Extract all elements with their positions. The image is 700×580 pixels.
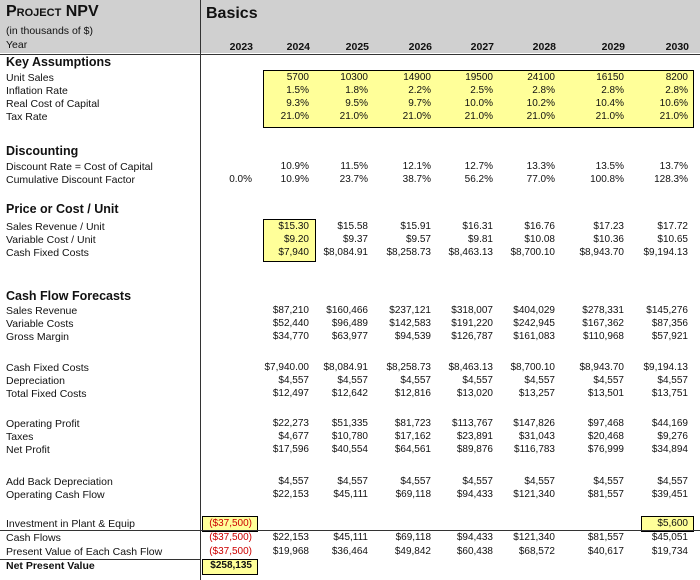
cell-net-profit-2030[interactable]: $34,894 (651, 444, 688, 455)
cell-operating-cash-flow-2028[interactable]: $121,340 (513, 489, 555, 500)
cell-variable-cost-unit-2028[interactable]: $10.08 (524, 234, 555, 245)
cell-operating-profit-2026[interactable]: $81,723 (394, 418, 431, 429)
year-header-2023[interactable]: 2023 (229, 41, 253, 53)
cell-variable-cost-unit-2027[interactable]: $9.81 (467, 234, 493, 245)
cell-operating-profit-2024[interactable]: $22,273 (272, 418, 309, 429)
cell-total-fixed-costs-2030[interactable]: $13,751 (651, 388, 688, 399)
cell-unit-sales-2027[interactable]: 19500 (465, 72, 493, 83)
row-label-present-value-of-each-cash-flow[interactable]: Present Value of Each Cash Flow (6, 546, 163, 558)
cell-cumulative-discount-factor-2030[interactable]: 128.3% (654, 174, 688, 185)
cell-cash-fixed-costs-2030[interactable]: $9,194.13 (643, 362, 688, 373)
cell-net-present-value-2023[interactable]: $258,135 (210, 560, 252, 571)
cell-investment-in-plant-equip-2023[interactable]: ($37,500) (209, 518, 252, 529)
cell-operating-cash-flow-2029[interactable]: $81,557 (587, 489, 624, 500)
cell-present-value-of-each-cash-flow-2028[interactable]: $68,572 (518, 546, 555, 557)
row-label-cash-flows[interactable]: Cash Flows (6, 532, 61, 544)
cell-cash-fixed-costs-2030[interactable]: $9,194.13 (643, 247, 688, 258)
cell-operating-cash-flow-2025[interactable]: $45,111 (333, 489, 368, 500)
year-header-2024[interactable]: 2024 (286, 41, 310, 53)
row-label-taxes[interactable]: Taxes (6, 431, 34, 443)
cell-depreciation-2027[interactable]: $4,557 (462, 375, 493, 386)
cell-sales-revenue-unit-2028[interactable]: $16.76 (524, 221, 555, 232)
cell-net-profit-2024[interactable]: $17,596 (272, 444, 309, 455)
cell-cash-flows-2029[interactable]: $81,557 (587, 532, 624, 543)
cell-unit-sales-2029[interactable]: 16150 (596, 72, 624, 83)
cell-discount-rate-cost-of-capital-2029[interactable]: 13.5% (595, 161, 624, 172)
cell-add-back-depreciation-2029[interactable]: $4,557 (593, 476, 624, 487)
cell-unit-sales-2025[interactable]: 10300 (340, 72, 368, 83)
cell-real-cost-of-capital-2028[interactable]: 10.2% (526, 98, 555, 109)
cell-operating-profit-2030[interactable]: $44,169 (651, 418, 688, 429)
row-label-variable-cost-unit[interactable]: Variable Cost / Unit (6, 234, 96, 246)
row-label-net-profit[interactable]: Net Profit (6, 444, 50, 456)
cell-discount-rate-cost-of-capital-2024[interactable]: 10.9% (280, 161, 309, 172)
cell-present-value-of-each-cash-flow-2024[interactable]: $19,968 (272, 546, 309, 557)
cell-cash-fixed-costs-2029[interactable]: $8,943.70 (579, 362, 624, 373)
section-cash-flow[interactable]: Cash Flow Forecasts (6, 289, 132, 303)
cell-present-value-of-each-cash-flow-2030[interactable]: $19,734 (651, 546, 688, 557)
cell-cash-fixed-costs-2027[interactable]: $8,463.13 (448, 362, 493, 373)
row-divider (0, 530, 700, 531)
cell-total-fixed-costs-2024[interactable]: $12,497 (272, 388, 309, 399)
row-label-variable-costs[interactable]: Variable Costs (6, 318, 74, 330)
cell-discount-rate-cost-of-capital-2027[interactable]: 12.7% (464, 161, 493, 172)
cell-cumulative-discount-factor-2023[interactable]: 0.0% (229, 174, 252, 185)
cell-discount-rate-cost-of-capital-2030[interactable]: 13.7% (659, 161, 688, 172)
cell-gross-margin-2025[interactable]: $63,977 (331, 331, 368, 342)
row-label-cash-fixed-costs[interactable]: Cash Fixed Costs (6, 247, 89, 259)
row-label-unit-sales[interactable]: Unit Sales (6, 72, 54, 84)
cell-operating-cash-flow-2027[interactable]: $94,433 (456, 489, 493, 500)
cell-gross-margin-2026[interactable]: $94,539 (394, 331, 431, 342)
row-label-depreciation[interactable]: Depreciation (6, 375, 65, 387)
cell-operating-profit-2027[interactable]: $113,767 (452, 418, 493, 429)
cell-operating-cash-flow-2024[interactable]: $22,153 (272, 489, 309, 500)
cell-operating-profit-2029[interactable]: $97,468 (587, 418, 624, 429)
cell-net-profit-2025[interactable]: $40,554 (331, 444, 368, 455)
year-header-2025[interactable]: 2025 (345, 41, 369, 53)
cell-total-fixed-costs-2025[interactable]: $12,642 (331, 388, 368, 399)
cell-discount-rate-cost-of-capital-2026[interactable]: 12.1% (402, 161, 431, 172)
cell-real-cost-of-capital-2025[interactable]: 9.5% (345, 98, 368, 109)
column-divider (200, 0, 201, 580)
cell-cash-flows-2025[interactable]: $45,111 (333, 532, 368, 543)
cell-variable-costs-2024[interactable]: $52,440 (272, 318, 309, 329)
cell-sales-revenue-2025[interactable]: $160,466 (326, 305, 368, 316)
cell-inflation-rate-2030[interactable]: 2.8% (665, 85, 688, 96)
cell-operating-profit-2025[interactable]: $51,335 (331, 418, 368, 429)
cell-sales-revenue-2029[interactable]: $278,331 (582, 305, 624, 316)
cell-cash-fixed-costs-2024[interactable]: $7,940.00 (264, 362, 309, 373)
cell-depreciation-2026[interactable]: $4,557 (400, 375, 431, 386)
section-discounting[interactable]: Discounting (6, 144, 79, 158)
year-header-2027[interactable]: 2027 (470, 41, 494, 53)
row-label-inflation-rate[interactable]: Inflation Rate (6, 85, 68, 97)
sheet-title[interactable]: Project NPV (6, 3, 99, 20)
cell-add-back-depreciation-2025[interactable]: $4,557 (337, 476, 368, 487)
cell-variable-costs-2029[interactable]: $167,362 (582, 318, 624, 329)
cell-cash-fixed-costs-2024[interactable]: $7,940 (278, 247, 309, 258)
row-label-add-back-depreciation[interactable]: Add Back Depreciation (6, 476, 113, 488)
cell-net-profit-2028[interactable]: $116,783 (514, 444, 555, 455)
cell-sales-revenue-unit-2026[interactable]: $15.91 (400, 221, 431, 232)
cell-taxes-2026[interactable]: $17,162 (394, 431, 431, 442)
cell-present-value-of-each-cash-flow-2025[interactable]: $36,464 (331, 546, 368, 557)
cell-total-fixed-costs-2028[interactable]: $13,257 (518, 388, 555, 399)
row-label-real-cost-of-capital[interactable]: Real Cost of Capital (6, 98, 100, 110)
section-key-assumptions[interactable]: Key Assumptions (6, 55, 112, 69)
cell-sales-revenue-2024[interactable]: $87,210 (272, 305, 309, 316)
cell-sales-revenue-2027[interactable]: $318,007 (451, 305, 493, 316)
cell-inflation-rate-2027[interactable]: 2.5% (470, 85, 493, 96)
cell-add-back-depreciation-2024[interactable]: $4,557 (278, 476, 309, 487)
cell-variable-cost-unit-2026[interactable]: $9.57 (405, 234, 431, 245)
cell-tax-rate-2025[interactable]: 21.0% (339, 111, 368, 122)
cell-cash-flows-2027[interactable]: $94,433 (456, 532, 493, 543)
cell-taxes-2027[interactable]: $23,891 (456, 431, 493, 442)
cell-add-back-depreciation-2026[interactable]: $4,557 (400, 476, 431, 487)
cell-inflation-rate-2025[interactable]: 1.8% (345, 85, 368, 96)
cell-investment-in-plant-equip-2030[interactable]: $5,600 (657, 518, 688, 529)
year-header-2030[interactable]: 2030 (665, 41, 689, 53)
cell-sales-revenue-unit-2030[interactable]: $17.72 (657, 221, 688, 232)
cell-unit-sales-2024[interactable]: 5700 (286, 72, 309, 83)
units-note[interactable]: (in thousands of $) (6, 25, 93, 37)
cell-unit-sales-2026[interactable]: 14900 (403, 72, 431, 83)
cell-variable-costs-2028[interactable]: $242,945 (513, 318, 555, 329)
cell-variable-cost-unit-2024[interactable]: $9.20 (283, 234, 309, 245)
cell-depreciation-2029[interactable]: $4,557 (593, 375, 624, 386)
cell-present-value-of-each-cash-flow-2026[interactable]: $49,842 (394, 546, 431, 557)
cell-cash-fixed-costs-2027[interactable]: $8,463.13 (448, 247, 493, 258)
row-label-total-fixed-costs[interactable]: Total Fixed Costs (6, 388, 87, 400)
row-label-gross-margin[interactable]: Gross Margin (6, 331, 70, 343)
cell-total-fixed-costs-2026[interactable]: $12,816 (394, 388, 431, 399)
row-label-net-present-value[interactable]: Net Present Value (6, 560, 95, 572)
cell-total-fixed-costs-2027[interactable]: $13,020 (456, 388, 493, 399)
cell-tax-rate-2029[interactable]: 21.0% (595, 111, 624, 122)
cell-taxes-2029[interactable]: $20,468 (587, 431, 624, 442)
cell-variable-costs-2027[interactable]: $191,220 (451, 318, 493, 329)
cell-cumulative-discount-factor-2029[interactable]: 100.8% (590, 174, 624, 185)
cell-sales-revenue-unit-2029[interactable]: $17.23 (593, 221, 624, 232)
cell-tax-rate-2026[interactable]: 21.0% (402, 111, 431, 122)
row-label-sales-revenue[interactable]: Sales Revenue (6, 305, 78, 317)
cell-taxes-2025[interactable]: $10,780 (331, 431, 368, 442)
cell-present-value-of-each-cash-flow-2029[interactable]: $40,617 (587, 546, 624, 557)
cell-inflation-rate-2028[interactable]: 2.8% (532, 85, 555, 96)
cell-sales-revenue-2030[interactable]: $145,276 (646, 305, 688, 316)
cell-depreciation-2025[interactable]: $4,557 (337, 375, 368, 386)
cell-present-value-of-each-cash-flow-2023[interactable]: ($37,500) (209, 546, 252, 557)
cell-cash-fixed-costs-2025[interactable]: $8,084.91 (323, 247, 368, 258)
cell-cash-fixed-costs-2025[interactable]: $8,084.91 (323, 362, 368, 373)
cell-taxes-2028[interactable]: $31,043 (518, 431, 555, 442)
cell-sales-revenue-2026[interactable]: $237,121 (389, 305, 431, 316)
cell-sales-revenue-2028[interactable]: $404,029 (513, 305, 555, 316)
row-label-operating-cash-flow[interactable]: Operating Cash Flow (6, 489, 105, 501)
cell-add-back-depreciation-2030[interactable]: $4,557 (657, 476, 688, 487)
cell-cash-flows-2028[interactable]: $121,340 (513, 532, 555, 543)
sheet-name[interactable]: Basics (206, 5, 258, 22)
cell-cash-flows-2026[interactable]: $69,118 (395, 532, 431, 543)
cell-cumulative-discount-factor-2024[interactable]: 10.9% (280, 174, 309, 185)
cell-inflation-rate-2026[interactable]: 2.2% (408, 85, 431, 96)
cell-cumulative-discount-factor-2025[interactable]: 23.7% (339, 174, 368, 185)
cell-variable-costs-2025[interactable]: $96,489 (331, 318, 368, 329)
row-label-cash-fixed-costs[interactable]: Cash Fixed Costs (6, 362, 89, 374)
year-header-2028[interactable]: 2028 (532, 41, 556, 53)
cell-net-profit-2029[interactable]: $76,999 (587, 444, 624, 455)
row-divider (0, 559, 200, 560)
cell-variable-costs-2030[interactable]: $87,356 (651, 318, 688, 329)
cell-net-profit-2027[interactable]: $89,876 (456, 444, 493, 455)
cell-cash-fixed-costs-2029[interactable]: $8,943.70 (579, 247, 624, 258)
year-header-2026[interactable]: 2026 (408, 41, 432, 53)
row-label-discount-rate-cost-of-capital[interactable]: Discount Rate = Cost of Capital (6, 161, 153, 173)
cell-depreciation-2024[interactable]: $4,557 (278, 375, 309, 386)
cell-variable-cost-unit-2030[interactable]: $10.65 (657, 234, 688, 245)
cell-inflation-rate-2024[interactable]: 1.5% (286, 85, 309, 96)
row-label-sales-revenue-unit[interactable]: Sales Revenue / Unit (6, 221, 105, 233)
cell-real-cost-of-capital-2030[interactable]: 10.6% (659, 98, 688, 109)
cell-tax-rate-2027[interactable]: 21.0% (464, 111, 493, 122)
cell-operating-cash-flow-2026[interactable]: $69,118 (395, 489, 431, 500)
cell-add-back-depreciation-2027[interactable]: $4,557 (462, 476, 493, 487)
cell-unit-sales-2030[interactable]: 8200 (665, 72, 688, 83)
cell-tax-rate-2024[interactable]: 21.0% (280, 111, 309, 122)
cell-cumulative-discount-factor-2027[interactable]: 56.2% (464, 174, 493, 185)
cell-inflation-rate-2029[interactable]: 2.8% (601, 85, 624, 96)
cell-variable-cost-unit-2025[interactable]: $9.37 (342, 234, 368, 245)
cell-operating-profit-2028[interactable]: $147,826 (513, 418, 555, 429)
cell-total-fixed-costs-2029[interactable]: $13,501 (587, 388, 624, 399)
cell-gross-margin-2028[interactable]: $161,083 (513, 331, 555, 342)
cell-depreciation-2030[interactable]: $4,557 (657, 375, 688, 386)
cell-cash-fixed-costs-2028[interactable]: $8,700.10 (510, 247, 555, 258)
cell-add-back-depreciation-2028[interactable]: $4,557 (524, 476, 555, 487)
row-label-investment-in-plant-equip[interactable]: Investment in Plant & Equip (6, 518, 135, 530)
cell-depreciation-2028[interactable]: $4,557 (524, 375, 555, 386)
cell-taxes-2024[interactable]: $4,677 (278, 431, 309, 442)
cell-real-cost-of-capital-2029[interactable]: 10.4% (595, 98, 624, 109)
cell-gross-margin-2024[interactable]: $34,770 (272, 331, 309, 342)
cell-taxes-2030[interactable]: $9,276 (657, 431, 688, 442)
cell-cash-fixed-costs-2026[interactable]: $8,258.73 (386, 362, 431, 373)
cell-gross-margin-2029[interactable]: $110,968 (583, 331, 624, 342)
cell-gross-margin-2030[interactable]: $57,921 (651, 331, 688, 342)
cell-cumulative-discount-factor-2026[interactable]: 38.7% (402, 174, 431, 185)
year-header-2029[interactable]: 2029 (601, 41, 625, 53)
cell-cash-flows-2030[interactable]: $45,051 (651, 532, 688, 543)
cell-cash-fixed-costs-2026[interactable]: $8,258.73 (386, 247, 431, 258)
cell-discount-rate-cost-of-capital-2025[interactable]: 11.5% (340, 161, 368, 172)
cell-real-cost-of-capital-2024[interactable]: 9.3% (286, 98, 309, 109)
cell-discount-rate-cost-of-capital-2028[interactable]: 13.3% (526, 161, 555, 172)
cell-tax-rate-2028[interactable]: 21.0% (526, 111, 555, 122)
row-label-operating-profit[interactable]: Operating Profit (6, 418, 80, 430)
cell-unit-sales-2028[interactable]: 24100 (527, 72, 555, 83)
cell-net-profit-2026[interactable]: $64,561 (394, 444, 431, 455)
cell-real-cost-of-capital-2026[interactable]: 9.7% (408, 98, 431, 109)
cell-variable-cost-unit-2029[interactable]: $10.36 (593, 234, 624, 245)
cell-sales-revenue-unit-2024[interactable]: $15.30 (278, 221, 309, 232)
section-price-cost[interactable]: Price or Cost / Unit (6, 202, 119, 216)
cell-real-cost-of-capital-2027[interactable]: 10.0% (464, 98, 493, 109)
cell-sales-revenue-unit-2025[interactable]: $15.58 (337, 221, 368, 232)
cell-tax-rate-2030[interactable]: 21.0% (659, 111, 688, 122)
year-label[interactable]: Year (6, 39, 28, 51)
cell-operating-cash-flow-2030[interactable]: $39,451 (651, 489, 688, 500)
cell-present-value-of-each-cash-flow-2027[interactable]: $60,438 (456, 546, 493, 557)
row-label-tax-rate[interactable]: Tax Rate (6, 111, 48, 123)
cell-cumulative-discount-factor-2028[interactable]: 77.0% (526, 174, 555, 185)
row-label-cumulative-discount-factor[interactable]: Cumulative Discount Factor (6, 174, 135, 186)
cell-variable-costs-2026[interactable]: $142,583 (389, 318, 431, 329)
cell-cash-fixed-costs-2028[interactable]: $8,700.10 (510, 362, 555, 373)
cell-cash-flows-2023[interactable]: ($37,500) (209, 532, 252, 543)
cell-sales-revenue-unit-2027[interactable]: $16.31 (462, 221, 493, 232)
cell-cash-flows-2024[interactable]: $22,153 (272, 532, 309, 543)
cell-gross-margin-2027[interactable]: $126,787 (451, 331, 493, 342)
